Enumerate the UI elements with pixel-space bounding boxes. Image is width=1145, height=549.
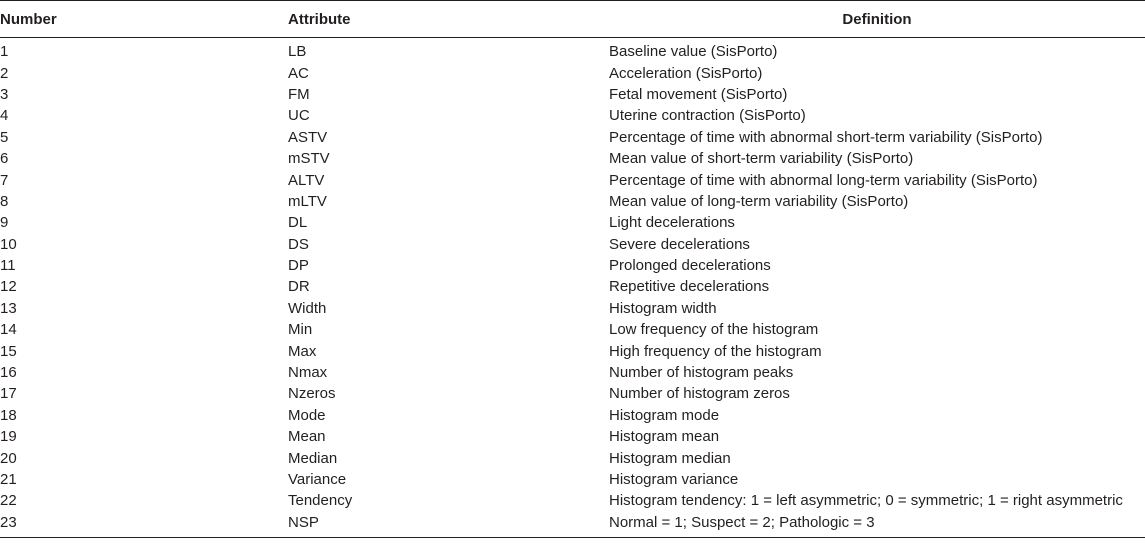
table-row: [0, 62, 1145, 83]
cell-number: 14: [0, 321, 17, 339]
table-row: [0, 255, 1145, 276]
table-row: [0, 169, 1145, 190]
header-number: Number: [0, 1, 288, 38]
table-row: [0, 426, 1145, 447]
cell-number: 2: [0, 64, 9, 82]
cell-number: 4: [0, 107, 9, 125]
cell-number: 21: [0, 471, 17, 488]
cell-number: 7: [0, 171, 9, 189]
cell-definition: Uterine contraction (SisPorto): [609, 107, 806, 125]
table-row: [0, 447, 1145, 468]
table-row: [0, 383, 1145, 404]
cell-attribute: Min: [288, 321, 313, 339]
table-row: [0, 298, 1145, 319]
table-row: [0, 276, 1145, 297]
cell-definition: Histogram mode: [609, 406, 720, 424]
cell-definition: Normal = 1; Suspect = 2; Pathologic = 3: [609, 512, 1145, 538]
cell-definition: Histogram tendency: 1 = left asymmetric; 0 = symmetric; 1 = right asymmetric: [609, 492, 1123, 510]
table-header: [0, 1, 1145, 38]
cell-attribute: DR: [288, 278, 310, 296]
cell-number: 9: [0, 214, 9, 232]
table-row: [0, 105, 1145, 126]
cell-definition: Fetal movement (SisPorto): [609, 85, 788, 103]
table-row: [0, 512, 1145, 538]
cell-attribute: Nzeros: [288, 385, 336, 403]
cell-definition: Repetitive decelerations: [609, 278, 770, 296]
cell-number: 22: [0, 492, 17, 510]
cell-definition: Number of histogram peaks: [609, 364, 794, 382]
cell-number: 6: [0, 150, 9, 168]
header-attribute: Attribute: [288, 1, 609, 38]
table-row: [0, 38, 1145, 63]
cell-attribute: Median: [288, 449, 338, 467]
cell-attribute: AC: [288, 64, 309, 82]
cell-definition: Histogram width: [609, 299, 717, 317]
table-row: [0, 319, 1145, 340]
cell-definition: Histogram variance: [609, 471, 739, 488]
cell-number: 19: [0, 428, 17, 446]
cell-attribute: mLTV: [288, 192, 327, 210]
cell-number: 3: [0, 85, 9, 103]
cell-number: 16: [0, 364, 17, 382]
header-row: [0, 1, 1145, 38]
table-row: [0, 84, 1145, 105]
cell-attribute: DP: [288, 257, 309, 275]
cell-number: 11: [0, 257, 16, 275]
table-row: [0, 191, 1145, 212]
cell-definition: Severe decelerations: [609, 235, 750, 253]
cell-definition: High frequency of the histogram: [609, 342, 822, 360]
cell-attribute: ALTV: [288, 171, 325, 189]
cell-number: 13: [0, 299, 17, 317]
cell-definition: Mean value of short-term variability (SisPorto): [609, 150, 914, 168]
header-definition: Definition: [609, 1, 1145, 38]
table-row: [0, 405, 1145, 426]
cell-attribute: NSP: [288, 512, 609, 538]
cell-attribute: Tendency: [288, 492, 353, 510]
cell-attribute: Mean: [288, 428, 326, 446]
cell-attribute: LB: [288, 43, 307, 61]
cell-number: 8: [0, 192, 9, 210]
cell-definition: Low frequency of the histogram: [609, 321, 819, 339]
cell-attribute: Width: [288, 299, 327, 317]
cell-definition: Percentage of time with abnormal short-term variability (SisPorto): [609, 128, 1043, 146]
cell-attribute: Mode: [288, 406, 326, 424]
cell-number: 23: [0, 512, 288, 538]
table-row: [0, 127, 1145, 148]
table-row: [0, 490, 1145, 511]
cell-definition: Acceleration (SisPorto): [609, 64, 763, 82]
cell-definition: Histogram mean: [609, 428, 720, 446]
cell-attribute: Nmax: [288, 364, 328, 382]
cell-number: 17: [0, 385, 17, 403]
cell-attribute: DS: [288, 235, 309, 253]
cell-definition: Light decelerations: [609, 214, 735, 232]
cell-attribute: mSTV: [288, 150, 330, 168]
cell-definition: Mean value of long-term variability (SisPorto): [609, 192, 909, 210]
cell-number: 20: [0, 449, 17, 467]
cell-attribute: Max: [288, 342, 317, 360]
table-row: [0, 340, 1145, 361]
table-row: [0, 234, 1145, 255]
cell-number: 10: [0, 235, 17, 253]
table-row: [0, 148, 1145, 169]
table-row: [0, 362, 1145, 383]
cell-definition: Baseline value (SisPorto): [609, 43, 778, 61]
cell-definition: Histogram median: [609, 449, 731, 467]
cell-number: 15: [0, 342, 17, 360]
cell-definition: Number of histogram zeros: [609, 385, 790, 403]
table-body: [0, 38, 1145, 538]
cell-definition: Prolonged decelerations: [609, 257, 771, 275]
cell-attribute: Variance: [288, 471, 347, 488]
attribute-table: [0, 1, 1145, 538]
cell-attribute: UC: [288, 107, 310, 125]
cell-definition: Percentage of time with abnormal long-term variability (SisPorto): [609, 171, 1038, 189]
cell-number: 5: [0, 128, 9, 146]
cell-attribute: FM: [288, 85, 310, 103]
cell-attribute: DL: [288, 214, 308, 232]
cell-number: 18: [0, 406, 17, 424]
cell-number: 1: [0, 43, 9, 61]
table-row: [0, 212, 1145, 233]
table-row: [0, 469, 1145, 490]
cell-attribute: ASTV: [288, 128, 328, 146]
cell-number: 12: [0, 278, 17, 296]
